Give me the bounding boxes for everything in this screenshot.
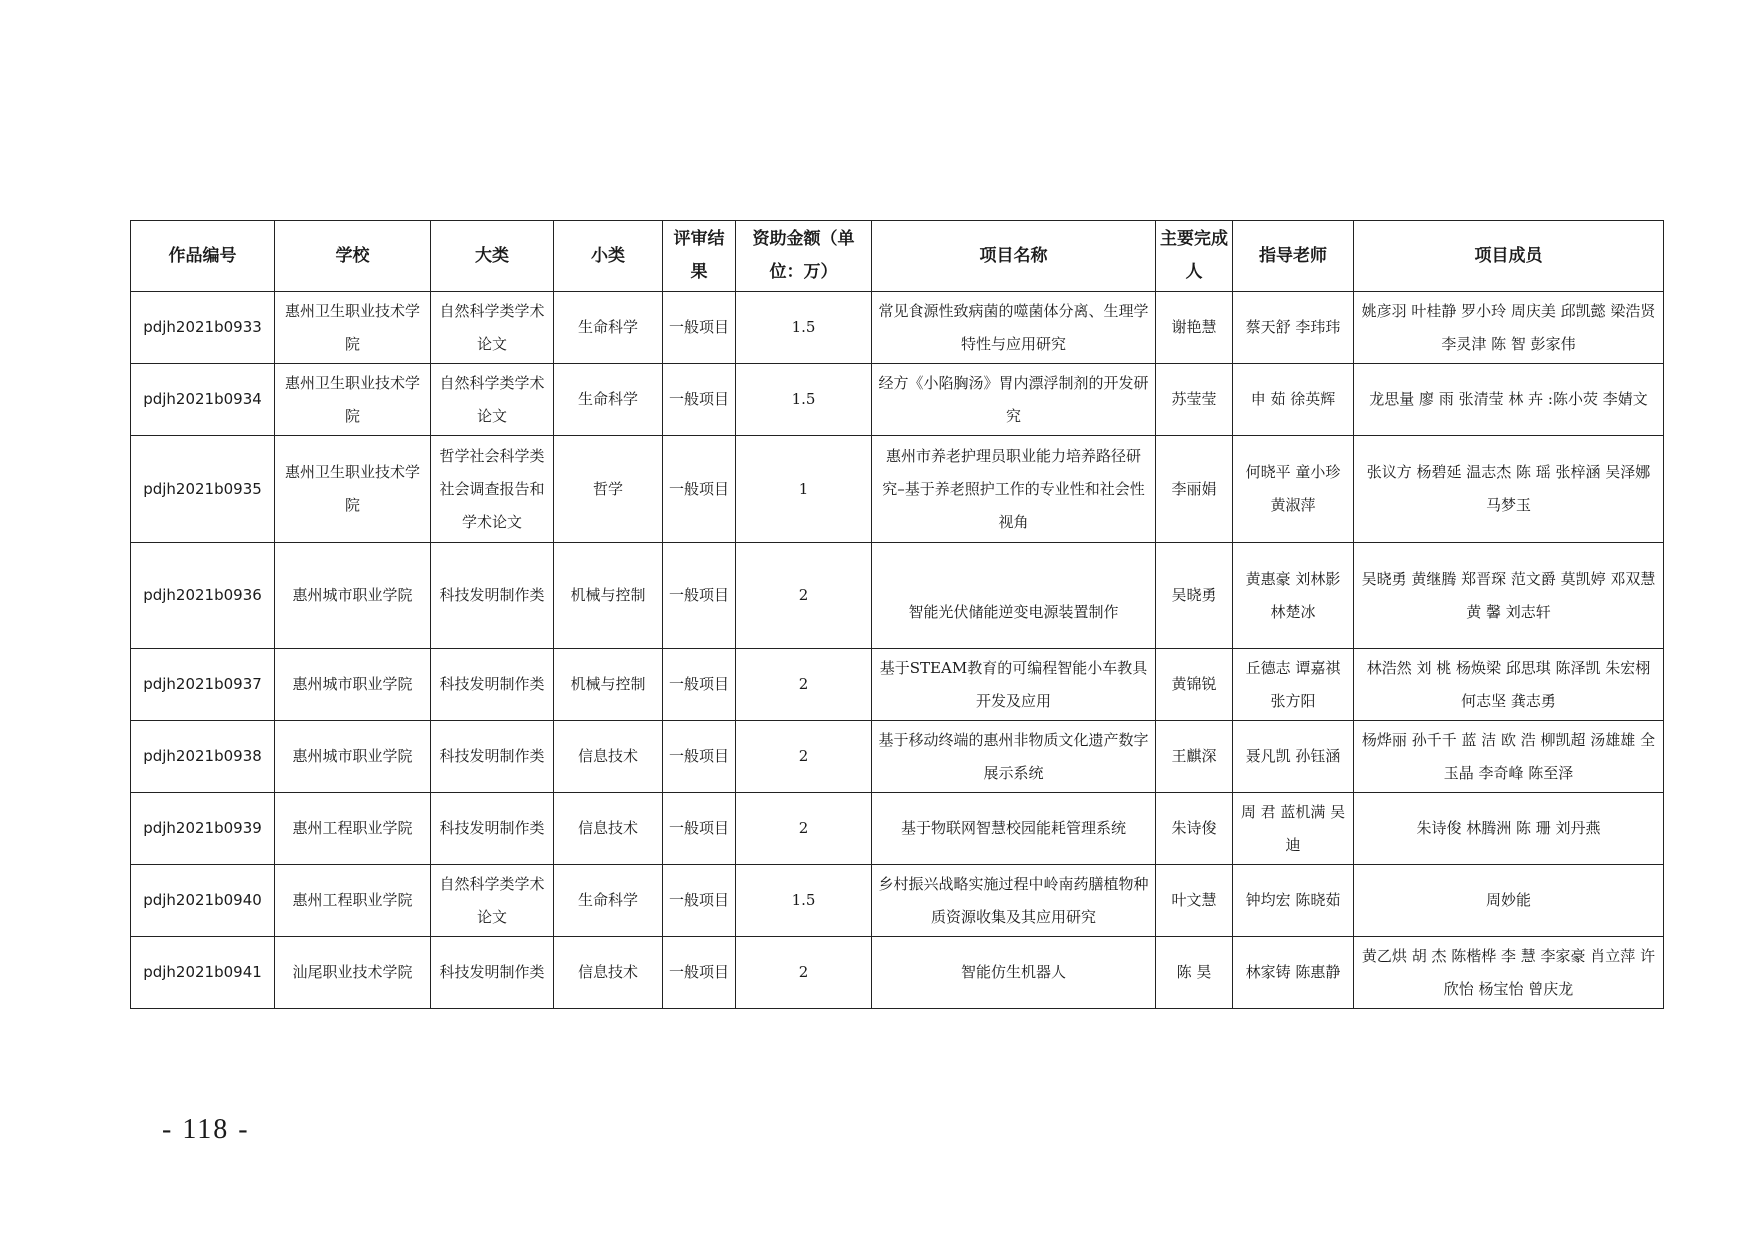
cell-school: 惠州卫生职业技术学院 [275,436,431,543]
table-header-row [131,221,1664,292]
cell-project: 基于移动终端的惠州非物质文化遗产数字展示系统 [872,721,1156,793]
table-row [131,543,1664,649]
cell-result: 一般项目 [663,543,736,649]
cell-school: 惠州卫生职业技术学院 [275,364,431,436]
cell-category: 哲学社会科学类社会调查报告和学术论文 [431,436,554,543]
cell-code: pdjh2021b0941 [131,937,275,1009]
cell-members: 吴晓勇 黄继腾 郑晋琛 范文爵 莫凯婷 邓双慧 黄 馨 刘志轩 [1354,543,1664,649]
cell-amount: 2 [736,649,872,721]
cell-subcategory: 生命科学 [554,364,663,436]
cell-advisors: 周 君 蓝机满 吴 迪 [1233,793,1354,865]
table-row [131,937,1664,1009]
cell-code: pdjh2021b0938 [131,721,275,793]
cell-category: 科技发明制作类 [431,649,554,721]
table-row [131,292,1664,364]
cell-subcategory: 信息技术 [554,937,663,1009]
cell-members: 杨烨丽 孙千千 蓝 洁 欧 浩 柳凯超 汤雄雄 全玉晶 李奇峰 陈至泽 [1354,721,1664,793]
cell-advisors: 蔡天舒 李玮玮 [1233,292,1354,364]
cell-school: 惠州城市职业学院 [275,543,431,649]
cell-amount: 2 [736,937,872,1009]
cell-project: 乡村振兴战略实施过程中岭南药膳植物种质资源收集及其应用研究 [872,865,1156,937]
cell-advisors: 丘德志 谭嘉祺 张方阳 [1233,649,1354,721]
cell-leader: 叶文慧 [1156,865,1233,937]
cell-leader: 王麒深 [1156,721,1233,793]
cell-result: 一般项目 [663,292,736,364]
header-project: 项目名称 [872,221,1156,292]
cell-subcategory: 生命科学 [554,865,663,937]
cell-project-text: 智能光伏储能逆变电源装置制作 [908,603,1119,621]
table-row [131,865,1664,937]
cell-members: 姚彦羽 叶桂静 罗小玲 周庆美 邱凯懿 梁浩贤 李灵津 陈 智 彭家伟 [1354,292,1664,364]
cell-school: 汕尾职业技术学院 [275,937,431,1009]
cell-leader: 朱诗俊 [1156,793,1233,865]
cell-school: 惠州城市职业学院 [275,649,431,721]
cell-subcategory: 信息技术 [554,793,663,865]
cell-result: 一般项目 [663,937,736,1009]
cell-leader: 陈 昊 [1156,937,1233,1009]
cell-code: pdjh2021b0934 [131,364,275,436]
cell-subcategory: 哲学 [554,436,663,543]
cell-school: 惠州工程职业学院 [275,865,431,937]
cell-leader: 李丽娟 [1156,436,1233,543]
cell-code: pdjh2021b0933 [131,292,275,364]
cell-amount: 1 [736,436,872,543]
cell-members: 林浩然 刘 桃 杨焕梁 邱思琪 陈泽凯 朱宏栩 何志坚 龚志勇 [1354,649,1664,721]
cell-category: 自然科学类学术论文 [431,292,554,364]
cell-code: pdjh2021b0939 [131,793,275,865]
cell-members: 周妙能 [1354,865,1664,937]
cell-advisors: 何晓平 童小珍 黄淑萍 [1233,436,1354,543]
cell-code: pdjh2021b0937 [131,649,275,721]
cell-amount: 1.5 [736,364,872,436]
cell-project: 基于物联网智慧校园能耗管理系统 [872,793,1156,865]
table-row [131,721,1664,793]
cell-project: 常见食源性致病菌的噬菌体分离、生理学特性与应用研究 [872,292,1156,364]
header-school: 学校 [275,221,431,292]
table-row [131,793,1664,865]
cell-advisors: 钟均宏 陈晓茹 [1233,865,1354,937]
header-category: 大类 [431,221,554,292]
header-subcategory: 小类 [554,221,663,292]
cell-advisors: 聂凡凯 孙钰涵 [1233,721,1354,793]
cell-advisors: 林家铸 陈惠静 [1233,937,1354,1009]
table-row [131,649,1664,721]
table-row [131,436,1664,543]
cell-leader: 谢艳慧 [1156,292,1233,364]
header-leader: 主要完成人 [1156,221,1233,292]
cell-result: 一般项目 [663,721,736,793]
header-advisors: 指导老师 [1233,221,1354,292]
cell-leader: 吴晓勇 [1156,543,1233,649]
cell-amount: 1.5 [736,292,872,364]
header-result: 评审结果 [663,221,736,292]
cell-school: 惠州城市职业学院 [275,721,431,793]
cell-subcategory: 机械与控制 [554,649,663,721]
cell-project [872,543,1156,649]
cell-school: 惠州工程职业学院 [275,793,431,865]
cell-members: 龙思量 廖 雨 张清莹 林 卉 :陈小荧 李婧文 [1354,364,1664,436]
cell-result: 一般项目 [663,436,736,543]
cell-subcategory: 机械与控制 [554,543,663,649]
cell-amount: 1.5 [736,865,872,937]
cell-code: pdjh2021b0935 [131,436,275,543]
cell-members: 张议方 杨碧延 温志杰 陈 瑶 张梓涵 吴泽娜 马梦玉 [1354,436,1664,543]
cell-subcategory: 生命科学 [554,292,663,364]
cell-project: 经方《小陷胸汤》胃内漂浮制剂的开发研究 [872,364,1156,436]
cell-category: 科技发明制作类 [431,543,554,649]
cell-members: 朱诗俊 林腾洲 陈 珊 刘丹燕 [1354,793,1664,865]
cell-leader: 黄锦锐 [1156,649,1233,721]
cell-school: 惠州卫生职业技术学院 [275,292,431,364]
cell-result: 一般项目 [663,364,736,436]
cell-result: 一般项目 [663,793,736,865]
page-number: - 118 - [162,1114,250,1145]
cell-category: 科技发明制作类 [431,937,554,1009]
projects-table [130,220,1664,1009]
cell-amount: 2 [736,543,872,649]
header-members: 项目成员 [1354,221,1664,292]
cell-advisors: 黄惠豪 刘林影 林楚冰 [1233,543,1354,649]
cell-subcategory: 信息技术 [554,721,663,793]
cell-members: 黄乙烘 胡 杰 陈楷桦 李 慧 李家豪 肖立萍 许欣怡 杨宝怡 曾庆龙 [1354,937,1664,1009]
cell-project: 惠州市养老护理员职业能力培养路径研究–基于养老照护工作的专业性和社会性视角 [872,436,1156,543]
cell-amount: 2 [736,721,872,793]
cell-code: pdjh2021b0936 [131,543,275,649]
cell-category: 科技发明制作类 [431,793,554,865]
cell-leader: 苏莹莹 [1156,364,1233,436]
cell-code: pdjh2021b0940 [131,865,275,937]
header-code: 作品编号 [131,221,275,292]
cell-project: 智能仿生机器人 [872,937,1156,1009]
cell-project: 基于STEAM教育的可编程智能小车教具开发及应用 [872,649,1156,721]
header-amount: 资助金额（单位：万） [736,221,872,292]
cell-category: 自然科学类学术论文 [431,865,554,937]
cell-amount: 2 [736,793,872,865]
cell-category: 科技发明制作类 [431,721,554,793]
cell-category: 自然科学类学术论文 [431,364,554,436]
table-row [131,364,1664,436]
cell-result: 一般项目 [663,649,736,721]
cell-advisors: 申 茹 徐英辉 [1233,364,1354,436]
cell-result: 一般项目 [663,865,736,937]
